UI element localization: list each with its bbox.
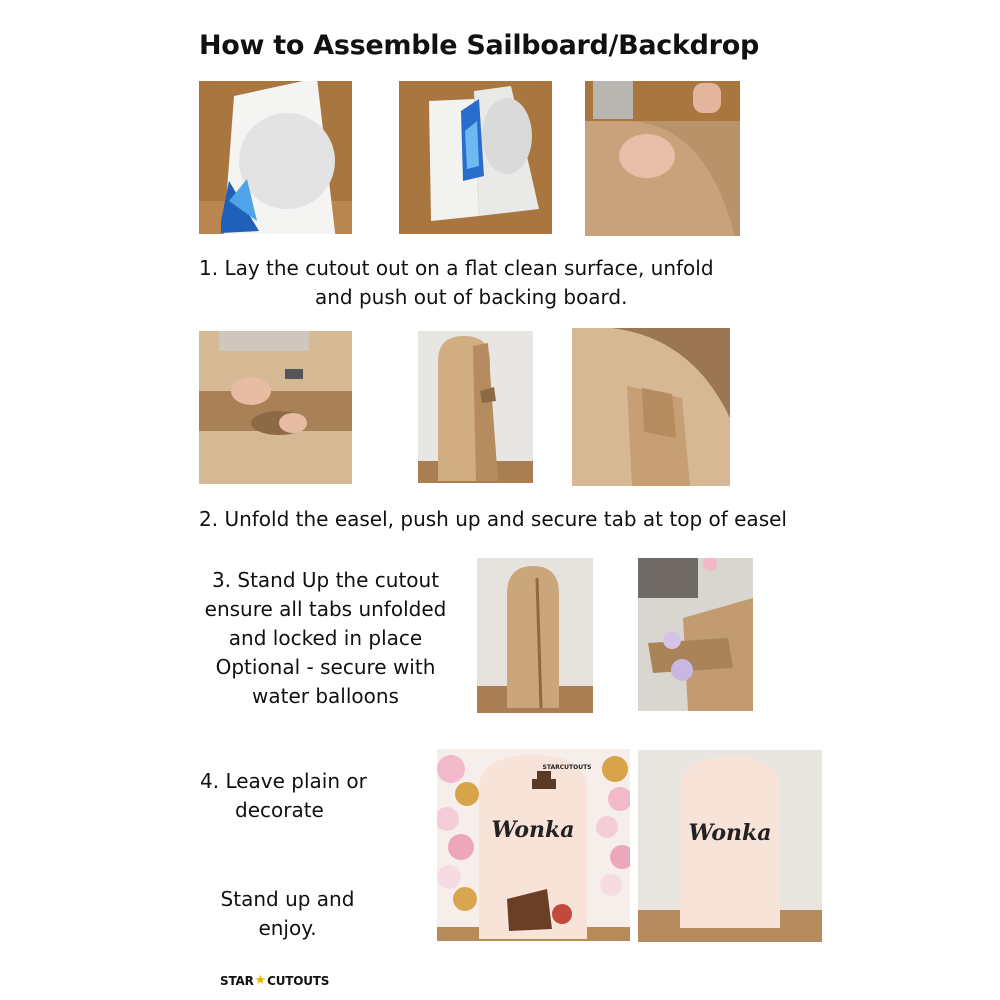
wonka-logo-text-2: Wonka bbox=[688, 820, 772, 846]
step-3-line-3: and locked in place bbox=[228, 626, 423, 650]
step-4-text bbox=[200, 767, 400, 825]
photo-easel-step-2b bbox=[418, 331, 533, 483]
starcutouts-logo bbox=[220, 973, 329, 988]
photo-easel-step-2c bbox=[572, 328, 730, 486]
photo-unfold-step-1b bbox=[399, 81, 552, 234]
logo-left-text: STAR bbox=[220, 973, 254, 988]
step-1-line-1: 1. Lay the cutout out on a flat clean surface, unfold bbox=[199, 256, 714, 280]
logo-right-text: CUTOUTS bbox=[267, 973, 330, 988]
step-4-line-3: Stand up and bbox=[220, 887, 355, 911]
step-4-line-4: enjoy. bbox=[258, 916, 317, 940]
photo-unfold-step-1c bbox=[585, 81, 740, 236]
step-3-text bbox=[188, 566, 463, 711]
wonka-logo-text-1: Wonka bbox=[491, 817, 575, 843]
step-4-finish-text bbox=[200, 885, 375, 943]
step-2-line-1: 2. Unfold the easel, push up and secure tab at top of easel bbox=[199, 507, 787, 531]
page-title: How to Assemble Sailboard/Backdrop bbox=[199, 30, 759, 61]
photo-plain-backdrop bbox=[638, 750, 822, 942]
star-icon: ★ bbox=[254, 973, 267, 988]
step-1-line-2: and push out of backing board. bbox=[315, 285, 628, 309]
step-2-text bbox=[199, 505, 839, 534]
step-3-line-5: water balloons bbox=[252, 684, 399, 708]
step-3-line-4: Optional - secure with bbox=[215, 655, 436, 679]
step-1-text bbox=[199, 254, 759, 312]
step-3-line-1: 3. Stand Up the cutout bbox=[211, 568, 440, 592]
step-4-line-2: decorate bbox=[235, 798, 324, 822]
photo-decorated-backdrop bbox=[437, 749, 630, 941]
photo-standup-step-3b bbox=[638, 558, 753, 711]
step-3-line-2: ensure all tabs unfolded bbox=[204, 597, 447, 621]
photo-easel-step-2a bbox=[199, 331, 352, 484]
step-4-line-1: 4. Leave plain or bbox=[200, 769, 367, 793]
photo-standup-step-3a bbox=[477, 558, 593, 713]
starcutouts-mini-logo: STARCUTOUTS bbox=[542, 764, 592, 771]
photo-unfold-step-1a bbox=[199, 81, 352, 234]
